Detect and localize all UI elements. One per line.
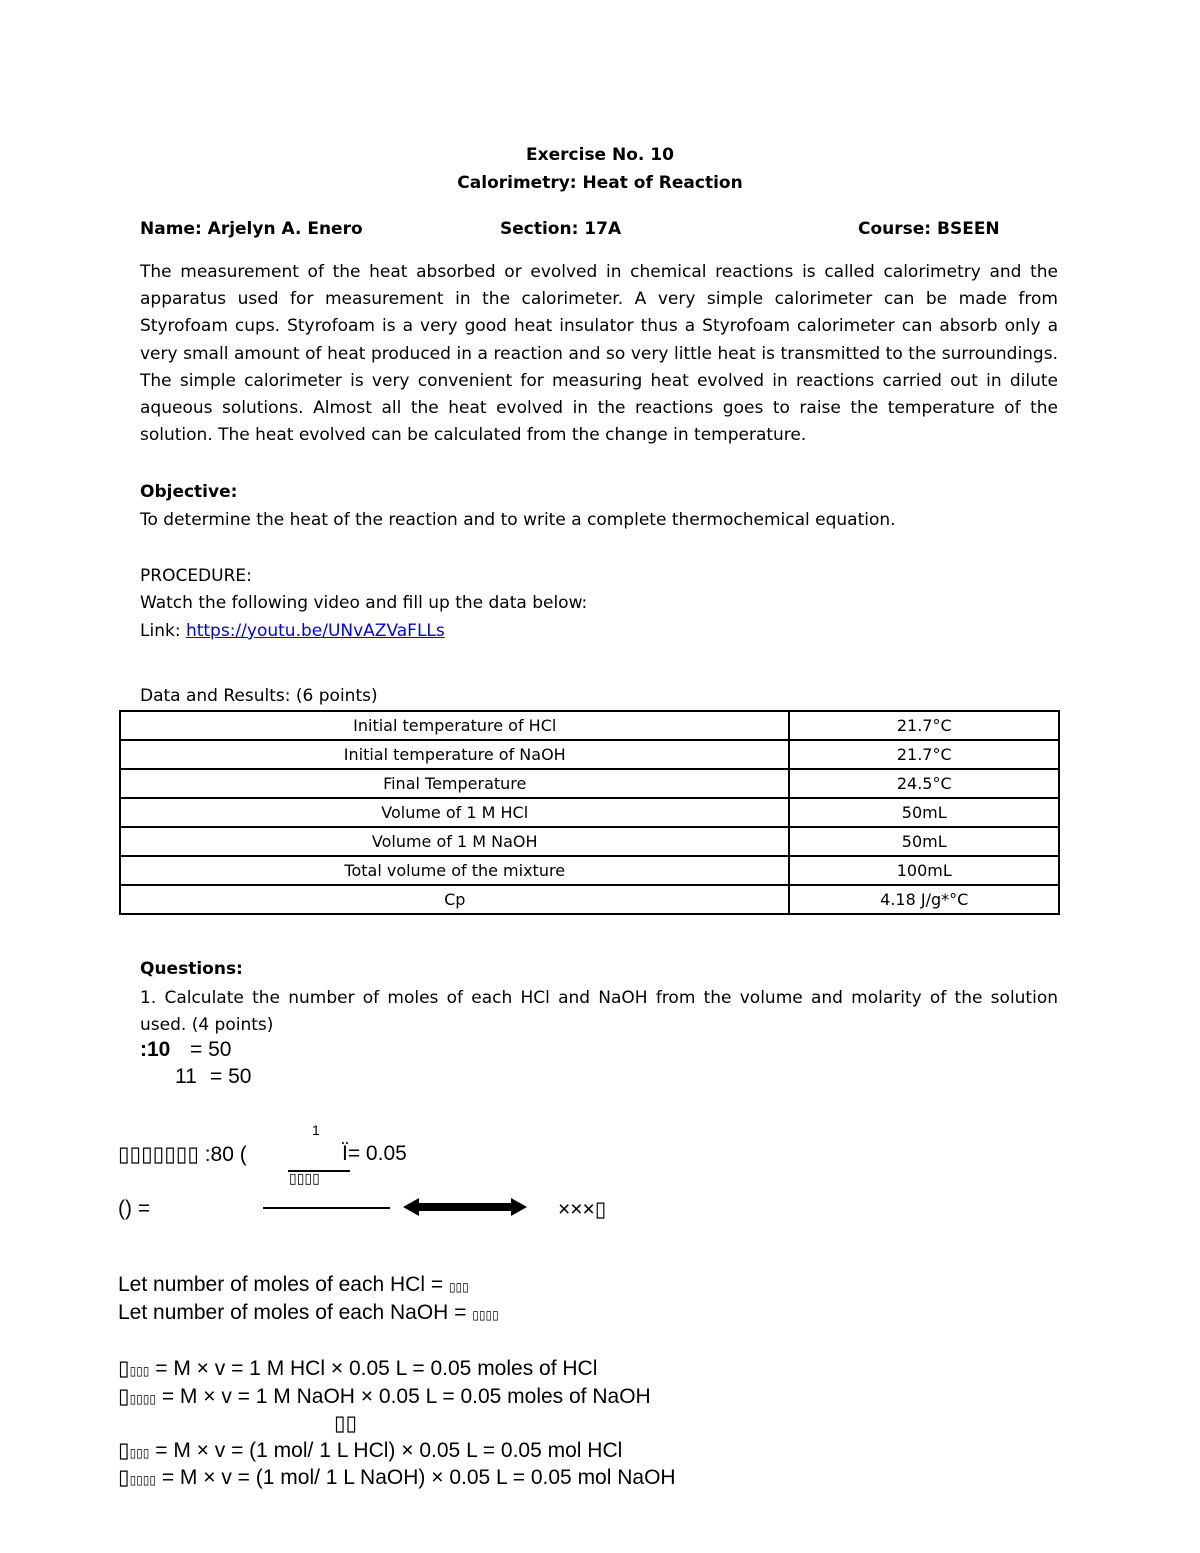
- calc-sub: ▯▯▯▯: [129, 1473, 156, 1487]
- let-hcl: [118, 1273, 469, 1297]
- calc-sub: ▯▯▯▯: [129, 1392, 156, 1406]
- video-link[interactable]: https://youtu.be/UNvAZVaFLLs: [185, 621, 445, 641]
- eq4-bar: [263, 1207, 390, 1209]
- calc-box: ▯: [118, 1385, 130, 1408]
- row-value: 24.5°C: [789, 769, 1059, 798]
- calc-box: ▯: [118, 1357, 130, 1380]
- calc-sub: ▯▯▯: [129, 1364, 150, 1378]
- equation-1: [140, 1038, 170, 1062]
- question-1-line1: 1. Calculate the number of moles of each HCl and NaOH from the volume and molarity of the solution: [140, 988, 1058, 1008]
- double-arrow-icon: [403, 1196, 527, 1218]
- course-field: Course: BSEEN: [858, 219, 1000, 239]
- exercise-subtitle: Calorimetry: Heat of Reaction: [457, 173, 743, 193]
- calc-box: ▯: [118, 1466, 130, 1489]
- row-value: 50mL: [789, 827, 1059, 856]
- table-row: [120, 711, 1059, 740]
- data-results-table: [119, 710, 1060, 915]
- eq2-right: = 50: [210, 1065, 252, 1088]
- calc-naoh-1-text: = M × v = 1 M NaOH × 0.05 L = 0.05 moles of NaOH: [161, 1385, 651, 1408]
- table-row: [120, 798, 1059, 827]
- row-value: 21.7°C: [789, 711, 1059, 740]
- row-value: 100mL: [789, 856, 1059, 885]
- row-label: Volume of 1 M NaOH: [120, 827, 789, 856]
- eq3-left: ▯▯▯▯▯▯▯ :80 (: [118, 1143, 247, 1166]
- calc-naoh-2-text: = M × v = (1 mol/ 1 L NaOH) × 0.05 L = 0.05 mol NaOH: [161, 1466, 676, 1489]
- calc-naoh-2: [118, 1465, 676, 1490]
- row-label: Total volume of the mixture: [120, 856, 789, 885]
- table-row: [120, 740, 1059, 769]
- exercise-title: Exercise No. 10: [526, 145, 674, 165]
- table-row: [120, 885, 1059, 914]
- section-field: Section: 17A: [500, 219, 622, 239]
- fraction-denominator: ▯▯▯▯: [289, 1170, 320, 1186]
- let-hcl-symbol: ▯▯▯: [448, 1280, 469, 1294]
- link-label: Link:: [140, 621, 186, 641]
- eq1-right: = 50: [190, 1038, 232, 1061]
- calc-hcl-1: [118, 1356, 597, 1381]
- eq4-left: () =: [118, 1197, 151, 1220]
- row-value: 21.7°C: [789, 740, 1059, 769]
- calc-box: ▯: [118, 1439, 130, 1462]
- student-name: Name: Arjelyn A. Enero: [140, 219, 363, 239]
- intro-paragraph: The measurement of the heat absorbed or evolved in chemical reactions is called calorimetry and the apparatus used for measurement in the calorimeter. A very simple calorimeter can be made from Styrofoam cups. Styrofoam is a very good heat insulator thus a Styrofoam calorimeter can absorb only a very small amount of heat produced in a reaction and so very little heat is transmitted to the surroundings. The simple calorimeter is very convenient for measuring heat evolved in reactions carried out in dilute aqueous solutions. Almost all the heat evolved in the reactions goes to raise the temperature of the solution. The heat evolved can be calculated from the change in temperature.: [140, 262, 1058, 446]
- question-1: [140, 985, 1058, 1039]
- row-label: Initial temperature of NaOH: [120, 740, 789, 769]
- eq4-right: ×××▯: [558, 1198, 607, 1221]
- let-hcl-text: Let number of moles of each HCl =: [118, 1273, 444, 1296]
- row-label: Cp: [120, 885, 789, 914]
- table-row: [120, 856, 1059, 885]
- calc-hcl-1-text: = M × v = 1 M HCl × 0.05 L = 0.05 moles of HCl: [155, 1357, 598, 1380]
- calc-hcl-2: [118, 1438, 622, 1463]
- eq2-left: 11: [175, 1065, 197, 1088]
- calc-mid-symbols: ▯▯: [334, 1412, 358, 1435]
- eq3-right: Ï= 0.05: [342, 1142, 407, 1165]
- question-1-line2: used. (4 points): [140, 1015, 274, 1036]
- questions-heading: Questions:: [140, 959, 243, 979]
- calc-hcl-2-text: = M × v = (1 mol/ 1 L HCl) × 0.05 L = 0.05 mol HCl: [155, 1439, 623, 1462]
- row-label: Initial temperature of HCl: [120, 711, 789, 740]
- calc-naoh-1: [118, 1384, 651, 1409]
- objective-heading: Objective:: [140, 482, 238, 502]
- row-label: Final Temperature: [120, 769, 789, 798]
- procedure-text: Watch the following video and fill up the data below:: [140, 593, 588, 613]
- row-label: Volume of 1 M HCl: [120, 798, 789, 827]
- calc-sub: ▯▯▯: [129, 1446, 150, 1460]
- fraction-numerator: 1: [312, 1122, 320, 1138]
- let-naoh-symbol: ▯▯▯▯: [472, 1308, 499, 1322]
- data-results-heading: Data and Results: (6 points): [140, 686, 378, 706]
- let-naoh: [118, 1301, 499, 1325]
- procedure-heading: PROCEDURE:: [140, 566, 252, 586]
- eq1-left: :10: [140, 1038, 171, 1061]
- table-row: [120, 827, 1059, 856]
- table-row: [120, 769, 1059, 798]
- let-naoh-text: Let number of moles of each NaOH =: [118, 1301, 467, 1324]
- row-value: 50mL: [789, 798, 1059, 827]
- objective-text: To determine the heat of the reaction and to write a complete thermochemical equation.: [140, 510, 896, 530]
- row-value: 4.18 J/g*°C: [789, 885, 1059, 914]
- video-link-line: [140, 621, 445, 641]
